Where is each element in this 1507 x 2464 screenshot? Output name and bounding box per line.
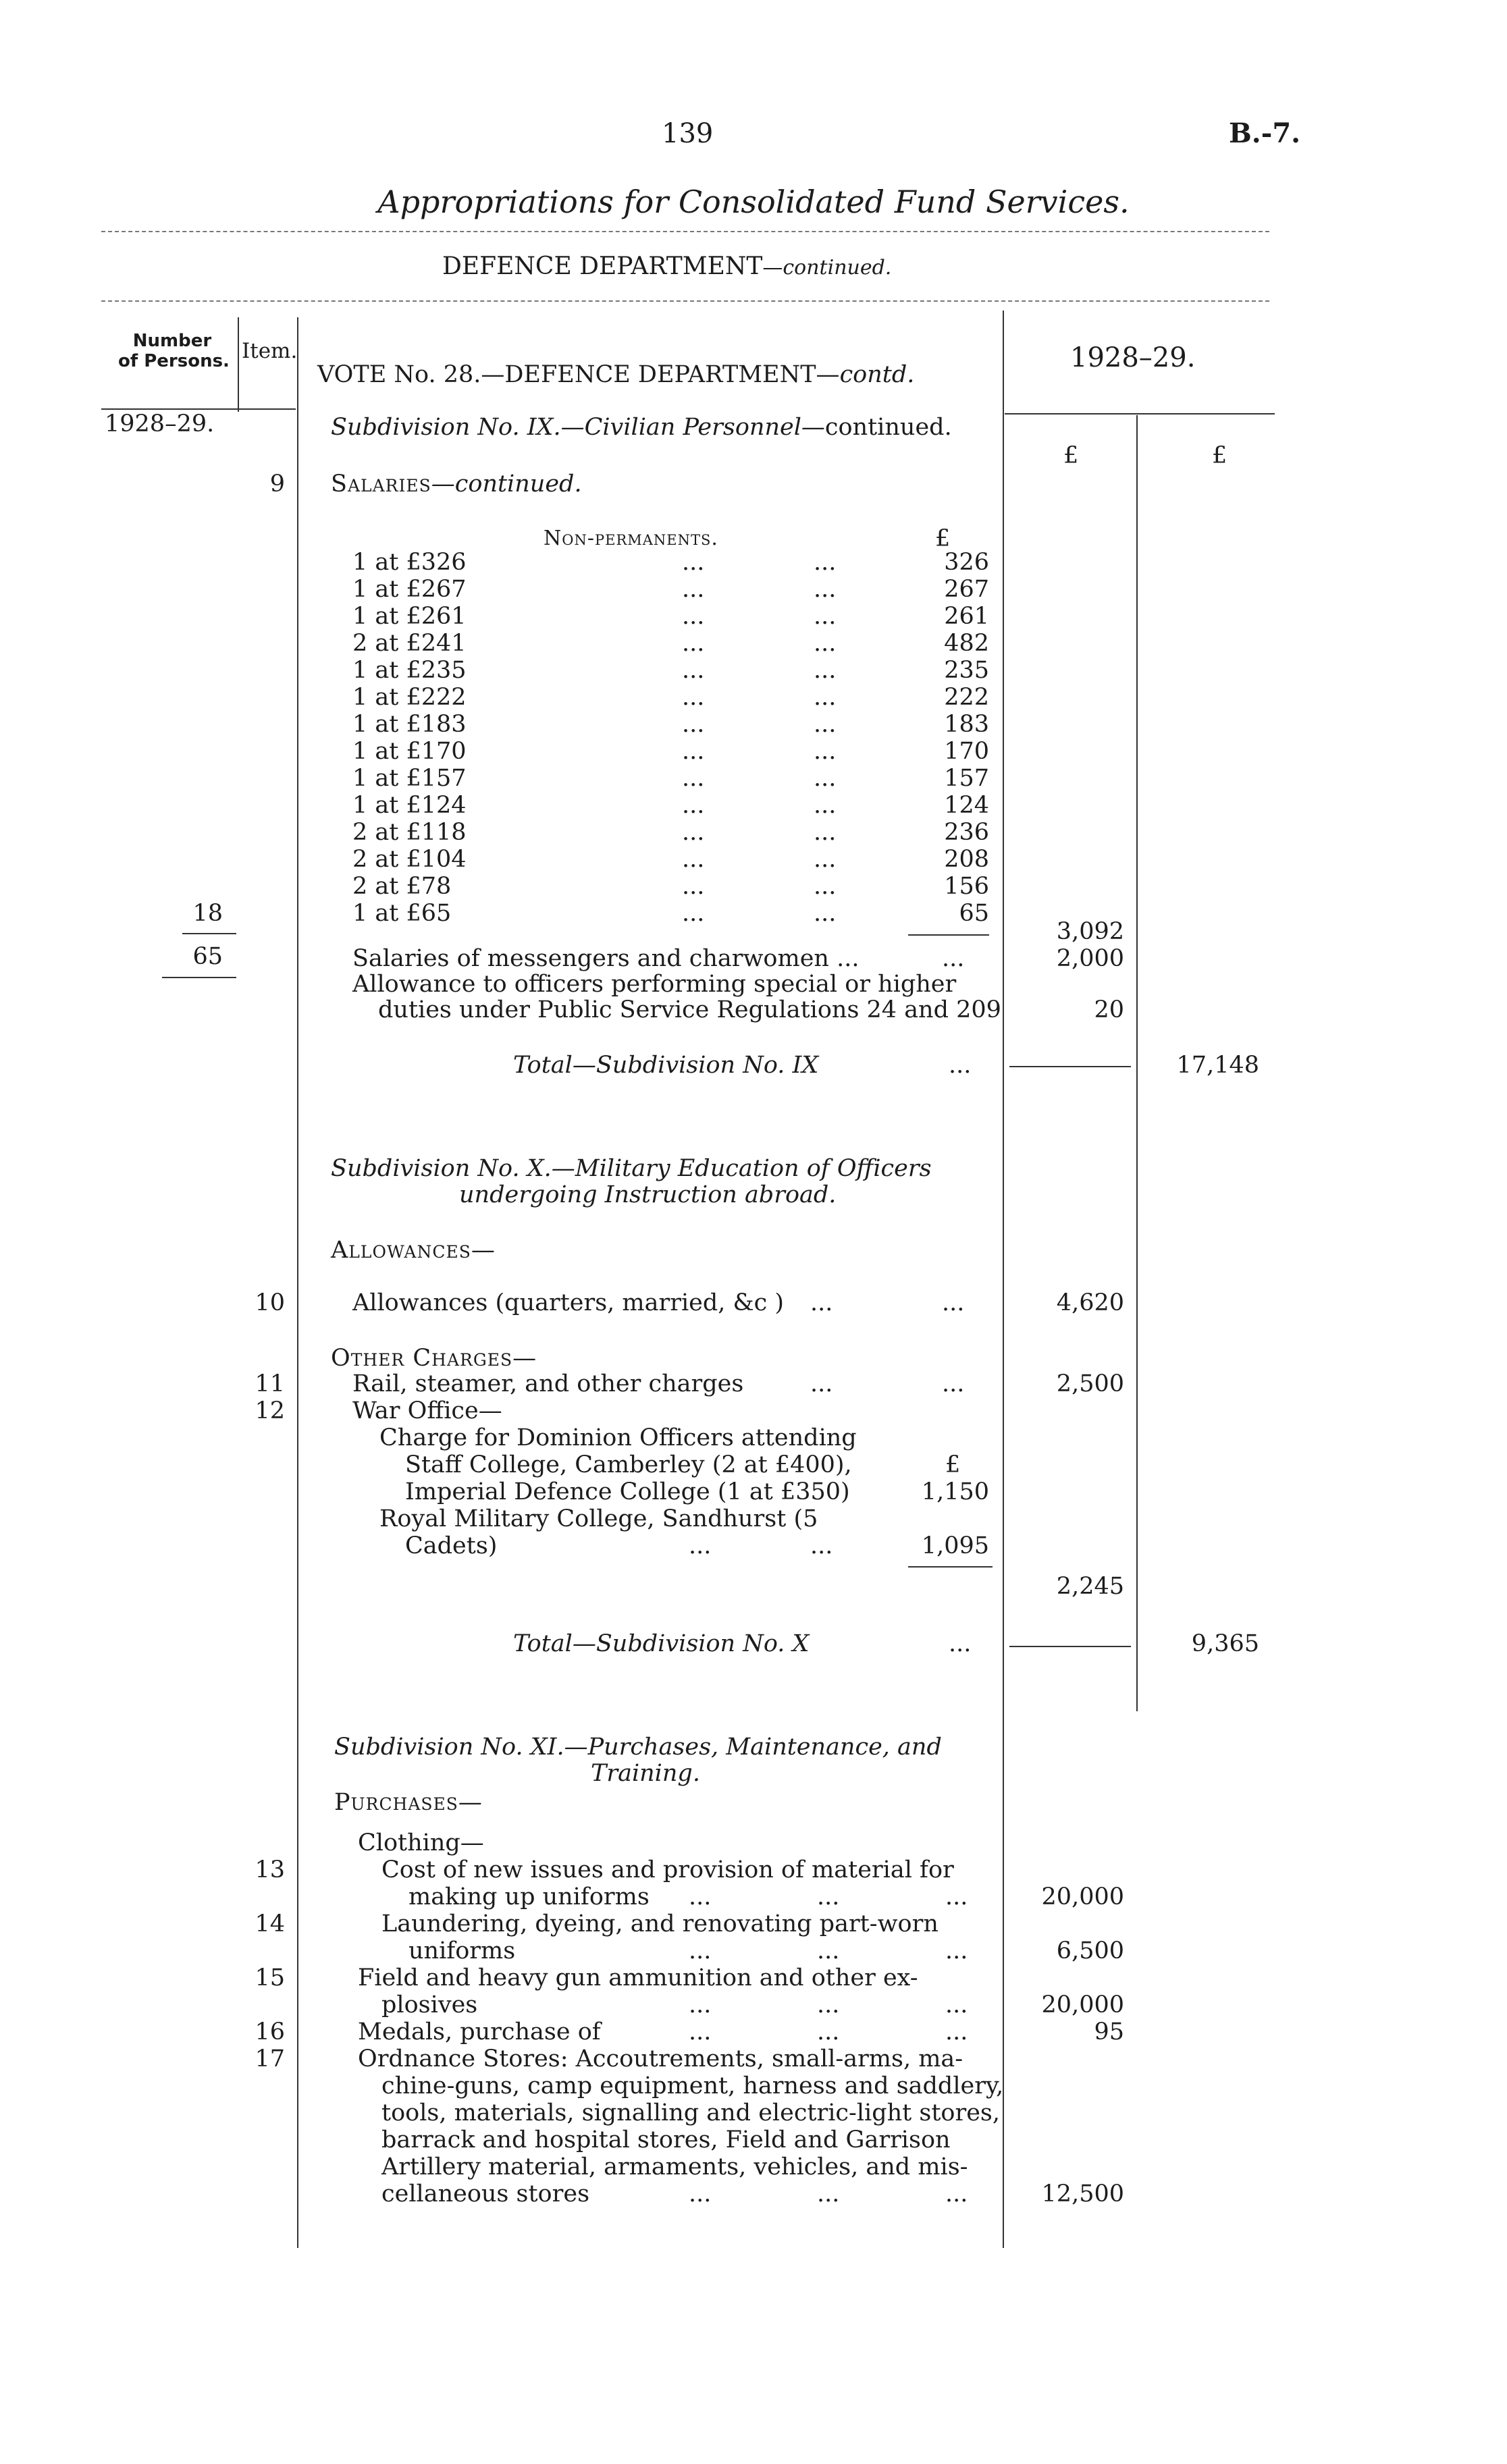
leader-dots: ...	[814, 657, 837, 684]
item-label-line-3: tools, materials, signalling and electric-light stores,	[381, 2099, 1000, 2126]
vote-contd: contd.	[839, 361, 915, 388]
item-label-line-1: Field and heavy gun ammunition and other ex-	[358, 1964, 918, 1991]
salary-row-amount: 482	[944, 630, 989, 657]
item-number: 12	[255, 1397, 285, 1424]
subdivision-x-heading-line-2: undergoing Instruction abroad.	[459, 1181, 837, 1208]
leader-dots: ...	[682, 873, 705, 900]
purchases-heading: Purchases—	[334, 1789, 483, 1816]
subtotal-amount: 2,000	[1056, 945, 1124, 972]
leader-dots: ...	[814, 765, 837, 792]
leader-dots: ...	[682, 738, 705, 765]
total-label: Total—Subdivision No. X	[513, 1630, 810, 1657]
item-number: 10	[255, 1289, 285, 1316]
persons-column-head	[118, 331, 230, 371]
salary-row-label: 1 at £235	[352, 657, 467, 684]
item-label-line-4: barrack and hospital stores, Field and Garrison	[381, 2126, 951, 2153]
vote-title: VOTE No. 28.—DEFENCE DEPARTMENT—	[317, 361, 840, 388]
subtotal-amount: 6,500	[1056, 1937, 1124, 1964]
persons-total-rule	[162, 977, 236, 978]
persons-head-line-1: Number	[132, 331, 212, 351]
clothing-label: Clothing—	[358, 1829, 484, 1856]
salary-row-amount: 261	[944, 603, 989, 630]
leader-dots: ...	[942, 945, 965, 972]
leader-dots: ...	[682, 711, 705, 738]
leader-dots: ...	[689, 2180, 712, 2207]
subtotal-amount: 20,000	[1041, 1883, 1124, 1910]
royal-college-line-2: Cadets)	[405, 1532, 498, 1559]
subtotal-column-rule	[1136, 415, 1138, 1711]
leader-dots: ...	[810, 1532, 833, 1559]
leader-dots: ...	[817, 2018, 840, 2045]
salary-row-label: 1 at £326	[352, 549, 467, 576]
leader-dots: ...	[682, 846, 705, 873]
leader-dots: ...	[814, 684, 837, 711]
item-label: Allowances (quarters, married, &c )	[352, 1289, 785, 1316]
charge-label-line-2: Staff College, Camberley (2 at £400),	[405, 1451, 852, 1478]
leader-dots: ...	[814, 549, 837, 576]
salary-row-label: 1 at £170	[352, 738, 467, 765]
non-permanents-heading: Non-permanents.	[544, 527, 718, 550]
war-office-label: War Office—	[352, 1397, 502, 1424]
salary-row-label: 1 at £65	[352, 900, 452, 927]
leader-dots: ...	[682, 900, 705, 927]
persons-year: 1928–29.	[105, 410, 215, 437]
pound-sign-totals: £	[1212, 442, 1227, 469]
leader-dots: ...	[682, 819, 705, 846]
item-number: 17	[255, 2045, 285, 2072]
salary-row-amount: 208	[944, 846, 989, 873]
persons-head-rule	[101, 408, 296, 410]
war-office-rule	[908, 1566, 993, 1568]
item-label: Medals, purchase of	[358, 2018, 601, 2045]
persons-column-rule	[238, 317, 239, 412]
leader-dots: ...	[814, 846, 837, 873]
salaries-heading	[331, 471, 582, 498]
salary-row-amount: 267	[944, 576, 989, 603]
leader-dots: ...	[817, 1883, 840, 1910]
salary-row-label: 1 at £124	[352, 792, 467, 819]
item-number: 13	[255, 1856, 285, 1883]
salary-row-amount: 156	[944, 873, 989, 900]
department-continued: —continued.	[762, 256, 892, 279]
item-number: 16	[255, 2018, 285, 2045]
salary-row-amount: 235	[944, 657, 989, 684]
leader-dots: ...	[689, 1883, 712, 1910]
salary-row-label: 1 at £267	[352, 576, 467, 603]
messengers-label: Salaries of messengers and charwomen ...	[352, 945, 860, 972]
salary-row-label: 2 at £78	[352, 873, 452, 900]
subdivision-x-heading-line-1: Subdivision No. X.—Military Education of Officers	[331, 1155, 932, 1182]
leader-dots: ...	[814, 900, 837, 927]
leader-dots: ...	[942, 1289, 965, 1316]
leader-dots: ...	[817, 2180, 840, 2207]
non-permanents-rule	[908, 934, 989, 936]
subdivision-xi-heading-line-1: Subdivision No. XI.—Purchases, Maintenance, and	[334, 1734, 942, 1761]
item-label-line-1: Cost of new issues and provision of material for	[381, 1856, 954, 1883]
page-title: Appropriations for Consolidated Fund Services.	[377, 184, 1130, 220]
subdivision-ix-heading	[331, 414, 952, 441]
vote-heading	[317, 361, 914, 388]
item-column-head: Item.	[242, 339, 298, 363]
subtotal-amount: 12,500	[1041, 2180, 1124, 2207]
leader-dots: ...	[689, 1991, 712, 2018]
leader-dots: ...	[814, 738, 837, 765]
leader-dots: ...	[810, 1370, 833, 1397]
charge-label-line-1: Charge for Dominion Officers attending	[379, 1424, 857, 1451]
subtotal-amount: 2,500	[1056, 1370, 1124, 1397]
leader-dots: ...	[814, 711, 837, 738]
leader-dots: ...	[814, 792, 837, 819]
leader-dots: ...	[949, 1630, 972, 1657]
item-number: 11	[255, 1370, 285, 1397]
charge-pound-sign: £	[945, 1451, 961, 1478]
salary-row-amount: 326	[944, 549, 989, 576]
salary-row-amount: 157	[944, 765, 989, 792]
year-column-head: 1928–29.	[1070, 342, 1196, 373]
header-rule	[101, 300, 1269, 302]
salary-row-amount: 183	[944, 711, 989, 738]
leader-dots: ...	[814, 630, 837, 657]
imperial-college-amount: 1,150	[921, 1478, 989, 1505]
leader-dots: ...	[682, 657, 705, 684]
imperial-college-label: Imperial Defence College (1 at £350)	[405, 1478, 850, 1505]
royal-college-amount: 1,095	[921, 1532, 989, 1559]
title-rule	[101, 231, 1269, 232]
leader-dots: ...	[682, 576, 705, 603]
leader-dots: ...	[814, 873, 837, 900]
leader-dots: ...	[682, 603, 705, 630]
leader-dots: ...	[949, 1052, 972, 1079]
leader-dots: ...	[814, 819, 837, 846]
subtotal-amount: 20	[1094, 996, 1124, 1023]
item-label-line-2: plosives	[381, 1991, 478, 2018]
leader-dots: ...	[682, 765, 705, 792]
salary-row-label: 2 at £104	[352, 846, 467, 873]
leader-dots: ...	[945, 2180, 968, 2207]
subtotal-amount: 2,245	[1056, 1573, 1124, 1600]
salary-row-amount: 236	[944, 819, 989, 846]
amount-column-rule	[1003, 311, 1004, 2248]
leader-dots: ...	[682, 630, 705, 657]
salary-row-label: 1 at £157	[352, 765, 467, 792]
leader-dots: ...	[689, 1532, 712, 1559]
item-column-rule	[297, 317, 298, 2248]
leader-dots: ...	[689, 1937, 712, 1964]
total-amount: 17,148	[1176, 1052, 1259, 1079]
persons-subtotal-rule	[182, 933, 236, 934]
subtotal-amount: 4,620	[1056, 1289, 1124, 1316]
subtotal-amount: 3,092	[1056, 918, 1124, 945]
page-number: 139	[662, 118, 714, 149]
department-name: DEFENCE DEPARTMENT	[442, 252, 763, 280]
item-number: 15	[255, 1964, 285, 1991]
year-head-rule	[1005, 413, 1275, 414]
pound-sign-subtotals: £	[1063, 442, 1079, 469]
subdivision-xi-heading-line-2: Training.	[591, 1760, 700, 1787]
leader-dots: ...	[810, 1289, 833, 1316]
salary-row-label: 1 at £261	[352, 603, 467, 630]
salary-row-label: 2 at £241	[352, 630, 467, 657]
persons-count: 18	[192, 900, 223, 927]
total-amount: 9,365	[1191, 1630, 1259, 1657]
salary-row-amount: 124	[944, 792, 989, 819]
item-label-line-2: making up uniforms	[408, 1883, 650, 1910]
leader-dots: ...	[945, 1883, 968, 1910]
leader-dots: ...	[945, 1937, 968, 1964]
salaries-label: Salaries	[331, 471, 431, 498]
item-number: 9	[269, 471, 285, 498]
other-charges-heading: Other Charges—	[331, 1345, 537, 1372]
leader-dots: ...	[817, 1937, 840, 1964]
persons-head-line-2: of Persons.	[118, 351, 230, 371]
royal-college-line-1: Royal Military College, Sandhurst (5	[379, 1505, 818, 1532]
allowance-label-line-1: Allowance to officers performing special or higher	[352, 971, 957, 998]
item-label: Rail, steamer, and other charges	[352, 1370, 744, 1397]
non-permanents-pound-sign: £	[935, 525, 951, 552]
item-label-line-1: Ordnance Stores: Accoutrements, small-arms, ma-	[358, 2045, 963, 2072]
leader-dots: ...	[682, 549, 705, 576]
subtotal-amount: 95	[1094, 2018, 1124, 2045]
subtotal-rule	[1009, 1646, 1131, 1647]
subdivision-ix-continued: continued.	[824, 414, 952, 441]
leader-dots: ...	[689, 2018, 712, 2045]
document-reference: B.-7.	[1229, 117, 1301, 149]
persons-count: 65	[192, 943, 223, 970]
leader-dots: ...	[682, 684, 705, 711]
item-label-line-1: Laundering, dyeing, and renovating part-worn	[381, 1910, 938, 1937]
salary-row-label: 1 at £183	[352, 711, 467, 738]
salaries-continued: —continued.	[431, 471, 582, 498]
total-label: Total—Subdivision No. IX	[513, 1052, 819, 1079]
subtotal-amount: 20,000	[1041, 1991, 1124, 2018]
salary-row-amount: 65	[959, 900, 989, 927]
leader-dots: ...	[817, 1991, 840, 2018]
salary-row-amount: 222	[944, 684, 989, 711]
item-label-line-2: chine-guns, camp equipment, harness and saddlery,	[381, 2072, 1004, 2099]
item-label-line-5: Artillery material, armaments, vehicles, and mis-	[381, 2153, 968, 2180]
leader-dots: ...	[945, 1991, 968, 2018]
leader-dots: ...	[682, 792, 705, 819]
allowances-heading: Allowances—	[331, 1237, 496, 1264]
leader-dots: ...	[942, 1370, 965, 1397]
item-label-line-6: cellaneous stores	[381, 2180, 590, 2207]
department-heading	[442, 253, 891, 282]
subdivision-ix-title: Subdivision No. IX.—Civilian Personnel—	[331, 414, 825, 441]
leader-dots: ...	[814, 576, 837, 603]
salary-row-label: 2 at £118	[352, 819, 467, 846]
item-number: 14	[255, 1910, 285, 1937]
leader-dots: ...	[945, 2018, 968, 2045]
salary-row-amount: 170	[944, 738, 989, 765]
leader-dots: ...	[814, 603, 837, 630]
salary-row-label: 1 at £222	[352, 684, 467, 711]
item-label-line-2: uniforms	[408, 1937, 516, 1964]
subtotal-rule	[1009, 1066, 1131, 1067]
allowance-label-line-2: duties under Public Service Regulations 24 and 209	[378, 996, 1001, 1023]
